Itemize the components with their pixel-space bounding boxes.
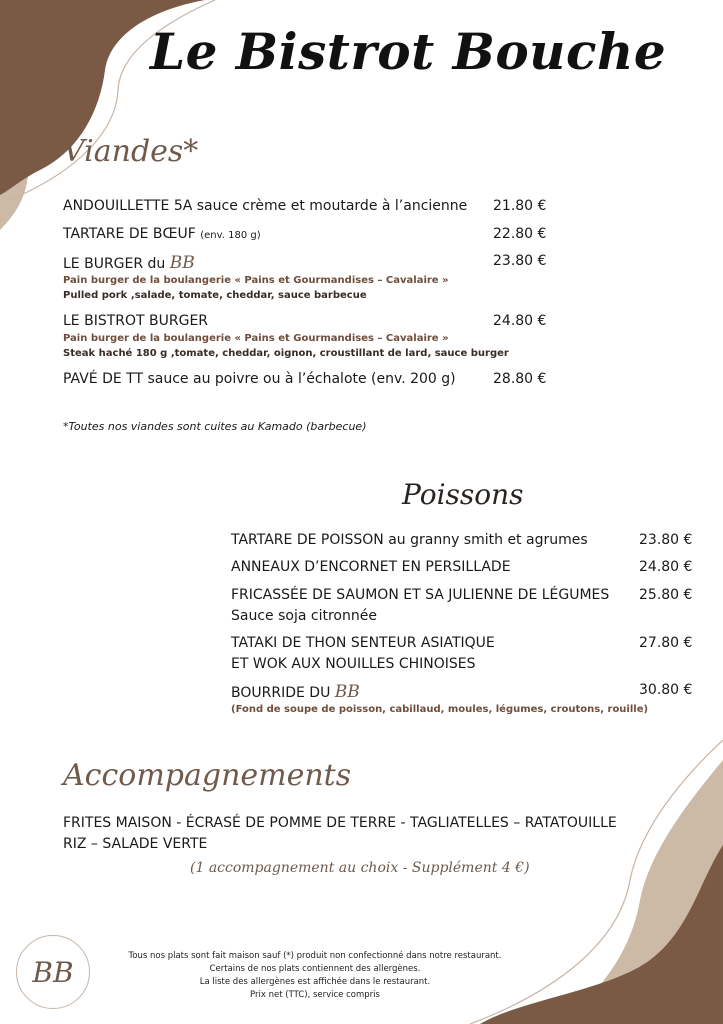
item-weight: (env. 180 g) [200,230,261,241]
item-price: 22.80 € [493,226,547,242]
item-description: Sauce soja citronnée [231,608,377,624]
item-name: ANDOUILLETTE 5A sauce crème et moutarde à l’ancienne [63,198,468,214]
item-price: 30.80 € [639,682,693,698]
item-name: LE BISTROT BURGER [63,313,209,329]
footer-notes [115,950,515,1002]
footer-line: Prix net (TTC), service compris [250,990,380,1000]
bb-mark: BB [334,682,360,702]
item-price: 24.80 € [639,559,693,575]
item-name: TARTARE DE BŒUF [63,226,196,242]
footer-line: Certains de nos plats contiennent des allergènes. [209,964,421,974]
item-name: ANNEAUX D’ENCORNET EN PERSILLADE [231,559,511,575]
item-name: BOURRIDE DU [231,685,331,701]
item-price: 23.80 € [639,532,693,548]
item-price: 24.80 € [493,313,547,329]
item-name: TARTARE DE POISSON au granny smith et agrumes [231,532,588,548]
item-description: Steak haché 180 g ,tomate, cheddar, oignon, croustillant de lard, sauce burger [63,348,509,359]
sides-line-2: RIZ – SALADE VERTE [63,836,208,852]
sides-note: (1 accompagnement au choix - Supplément 4 €) [190,860,530,876]
item-price: 23.80 € [493,253,547,269]
restaurant-title: Le Bistrot Bouche [150,22,667,81]
item-price: 28.80 € [493,371,547,387]
logo-text: BB [32,955,74,989]
section-heading-poissons: Poissons [402,478,524,511]
sides-line-1: FRITES MAISON - ÉCRASÉ DE POMME DE TERRE - TAGLIATELLES – RATATOUILLE [63,815,617,831]
section-heading-viandes: Viandes* [63,134,199,169]
item-name: PAVÉ DE TT sauce au poivre ou à l’échalote (env. 200 g) [63,371,456,387]
item-price: 21.80 € [493,198,547,214]
item-description: ET WOK AUX NOUILLES CHINOISES [231,656,476,672]
bb-mark: BB [169,253,195,273]
viandes-footnote: *Toutes nos viandes sont cuites au Kamado (barbecue) [63,420,367,433]
item-name: TATAKI DE THON SENTEUR ASIATIQUE [231,635,495,651]
item-description: Pain burger de la boulangerie « Pains et Gourmandises – Cavalaire » [63,275,449,286]
item-name: LE BURGER du [63,256,166,272]
item-name: FRICASSÉE DE SAUMON ET SA JULIENNE DE LÉGUMES [231,587,610,603]
section-heading-accompagnements: Accompagnements [63,758,352,793]
item-price: 27.80 € [639,635,693,651]
bb-logo [16,935,90,1009]
item-description: Pain burger de la boulangerie « Pains et Gourmandises – Cavalaire » [63,333,449,344]
item-description: Pulled pork ,salade, tomate, cheddar, sauce barbecue [63,290,367,301]
footer-line: Tous nos plats sont fait maison sauf (*) produit non confectionné dans notre restaurant. [128,951,502,961]
footer-line: La liste des allergènes est affichée dans le restaurant. [199,977,431,987]
item-description: (Fond de soupe de poisson, cabillaud, moules, légumes, croutons, rouille) [231,704,649,715]
item-price: 25.80 € [639,587,693,603]
